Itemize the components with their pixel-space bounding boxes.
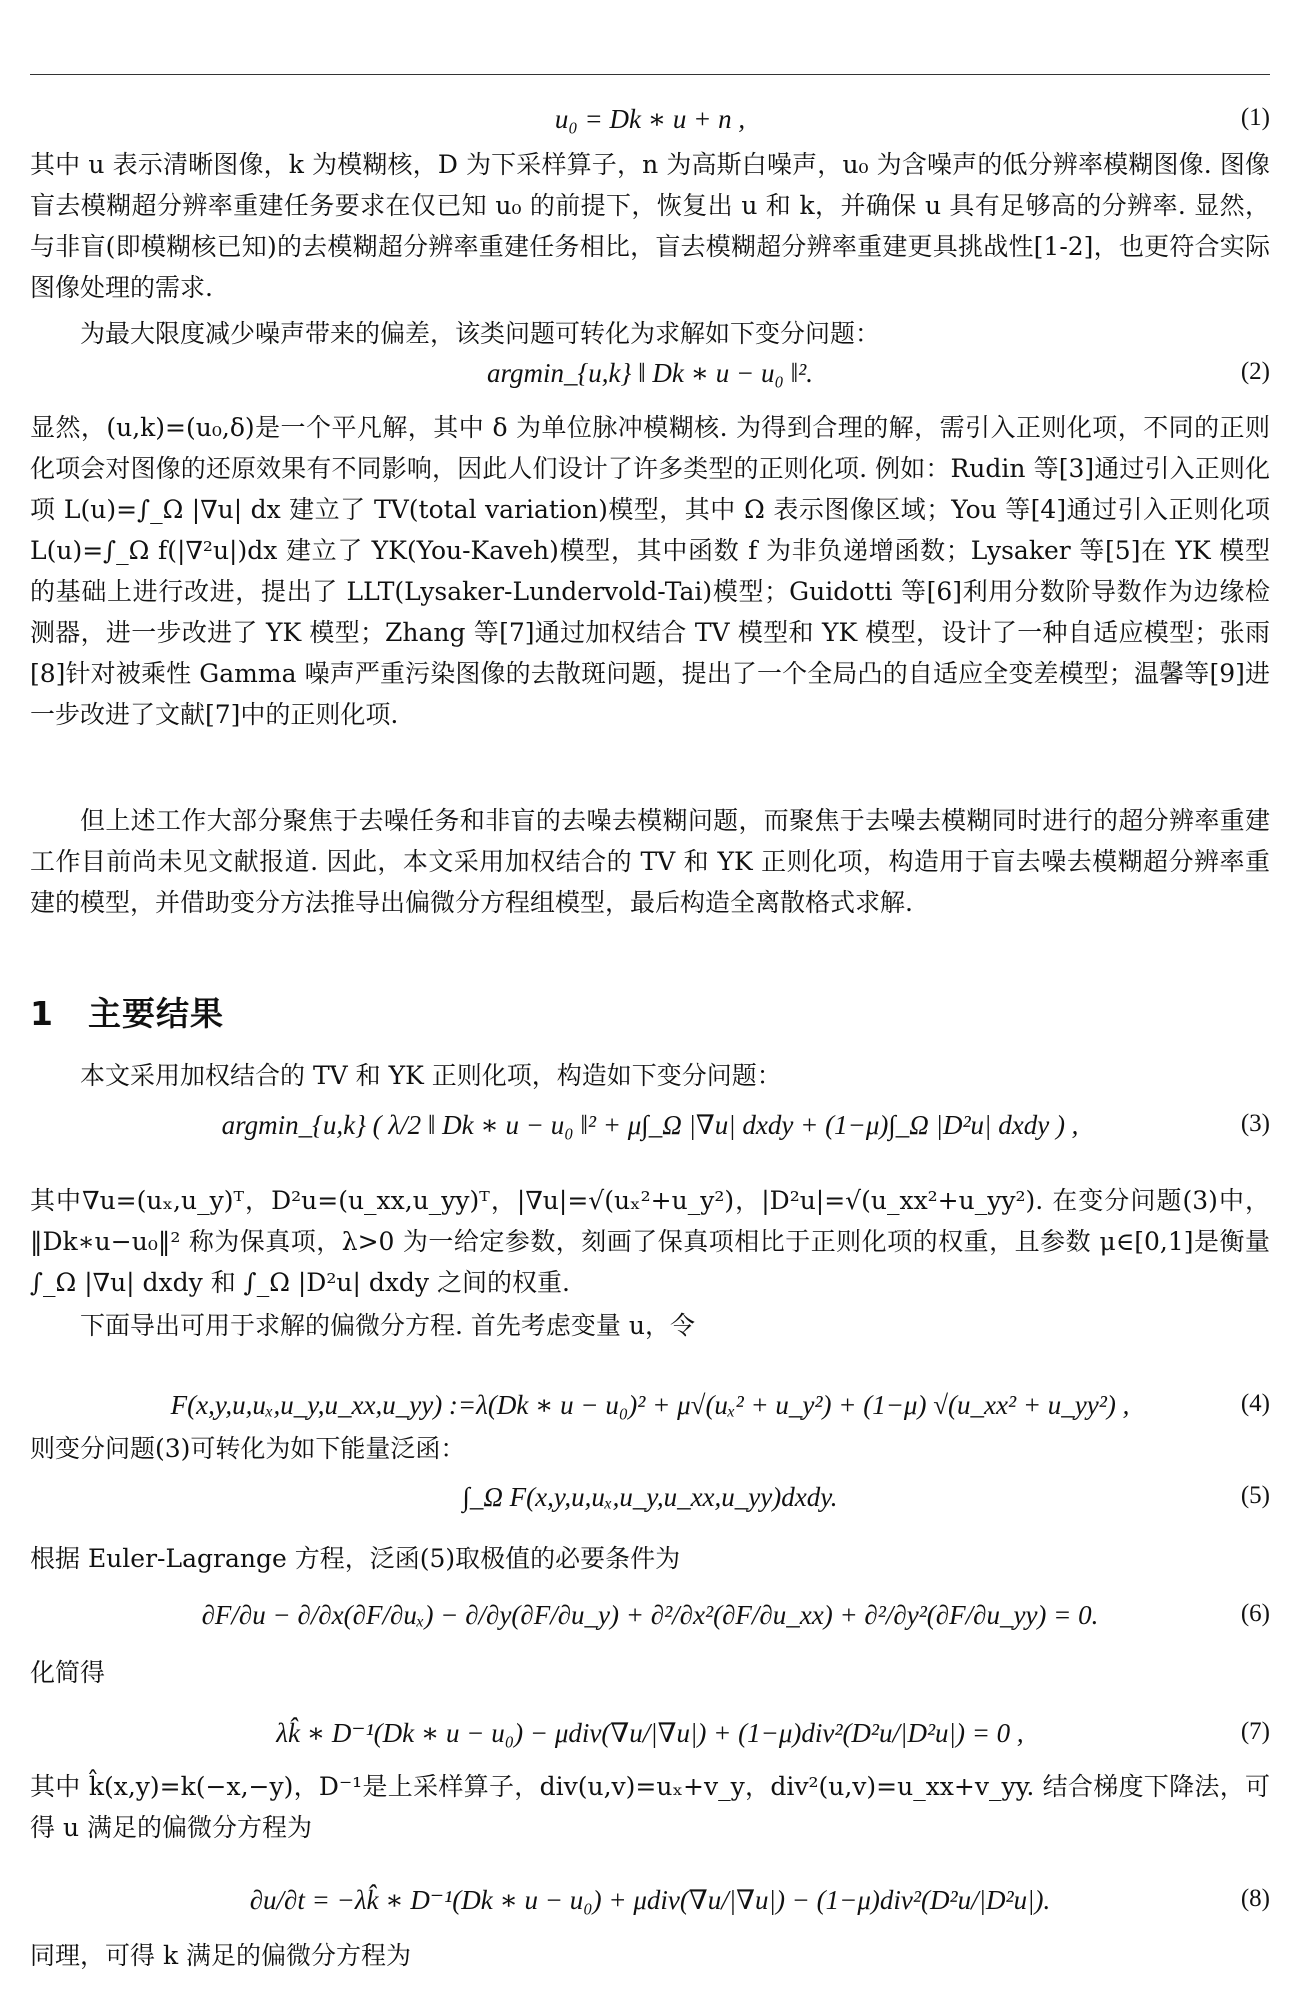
paragraph-9: 根据 Euler-Lagrange 方程，泛函(5)取极值的必要条件为 [30, 1544, 681, 1573]
equation-1-formula: u₀ = Dk ∗ u + n , [554, 104, 746, 134]
paragraph-10: 化简得 [30, 1658, 106, 1687]
equation-6-number: (6) [1240, 1600, 1270, 1627]
equation-3-formula: argmin_{u,k} ( λ/2 ‖ Dk ∗ u − u₀ ‖² + μ∫_Ω |∇u| dxdy + (1−μ)∫_Ω |D²u| dxdy ) , [221, 1110, 1079, 1140]
paragraph-12: 同理，可得 k 满足的偏微分方程为 [30, 1941, 412, 1970]
paragraph-11: 其中 k̂(x,y)=k(−x,−y)，D⁻¹是上采样算子，div(u,v)=uₓ+v_y，div²(u,v)=u_xx+v_yy. 结合梯度下降法，可得 u 满足的偏微分方程为 [30, 1772, 1270, 1842]
equation-5-number: (5) [1240, 1482, 1270, 1509]
equation-8 [0, 1885, 1300, 1916]
paragraph-6: 其中∇u=(uₓ,u_y)ᵀ，D²u=(u_xx,u_yy)ᵀ，|∇u|=√(uₓ²+u_y²)，|D²u|=√(u_xx²+u_yy²). 在变分问题(3)中，‖Dk∗u−u₀‖² 称为保真项，λ>0 为一给定参数，刻画了保真项相比于正则化项的权重，且参数 μ∈[0,1]是衡量 ∫_Ω |∇u| dxdy 和 ∫_Ω |D²u| dxdy 之间的权重. [30, 1186, 1270, 1297]
paragraph-5: 本文采用加权结合的 TV 和 YK 正则化项，构造如下变分问题： [80, 1061, 782, 1090]
equation-8-number: (8) [1240, 1885, 1270, 1912]
equation-3-number: (3) [1240, 1110, 1270, 1137]
section-heading [30, 988, 224, 1035]
equation-4 [0, 1390, 1300, 1421]
equation-2-formula: argmin_{u,k} ‖ Dk ∗ u − u₀ ‖². [486, 358, 814, 388]
equation-7-formula: λk̂ ∗ D⁻¹(Dk ∗ u − u₀) − μdiv(∇u/|∇u|) + (1−μ)div²(D²u/|D²u|) = 0 , [276, 1718, 1024, 1748]
paragraph-8: 则变分问题(3)可转化为如下能量泛函： [30, 1434, 466, 1463]
equation-7-number: (7) [1240, 1718, 1270, 1745]
header-rule [30, 74, 1270, 75]
section-title: 主要结果 [87, 994, 224, 1033]
equation-2 [0, 358, 1300, 389]
equation-5 [0, 1482, 1300, 1513]
equation-4-number: (4) [1240, 1390, 1270, 1417]
paragraph-7: 下面导出可用于求解的偏微分方程. 首先考虑变量 u，令 [80, 1311, 695, 1340]
paragraph-4: 但上述工作大部分聚焦于去噪任务和非盲的去噪去模糊问题，而聚焦于去噪去模糊同时进行的超分辨率重建工作目前尚未见文献报道. 因此，本文采用加权结合的 TV 和 YK 正则化项，构造用于盲去噪去模糊超分辨率重建的模型，并借助变分方法推导出偏微分方程组模型，最后构造全离散格式求解. [30, 806, 1270, 917]
equation-7 [0, 1718, 1300, 1749]
equation-8-formula: ∂u/∂t = −λk̂ ∗ D⁻¹(Dk ∗ u − u₀) + μdiv(∇u/|∇u|) − (1−μ)div²(D²u/|D²u|). [249, 1885, 1051, 1915]
paragraph-3: 显然，(u,k)=(u₀,δ)是一个平凡解，其中 δ 为单位脉冲模糊核. 为得到合理的解，需引入正则化项，不同的正则化项会对图像的还原效果有不同影响，因此人们设计了许多类型的正则化项. 例如：Rudin 等[3]通过引入正则化项 L(u)=∫_Ω |∇u| dx 建立了 TV(total variation)模型，其中 Ω 表示图像区域；You 等[4]通过引入正则化项 L(u)=∫_Ω f(|∇²u|)dx 建立了 YK(You-Kaveh)模型，其中函数 f 为非负递增函数；Lysaker 等[5]在 YK 模型的基础上进行改进，提出了 LLT(Lysaker-Lundervold-Tai)模型；Guidotti 等[6]利用分数阶导数作为边缘检测器，进一步改进了 YK 模型；Zhang 等[7]通过加权结合 TV 模型和 YK 模型，设计了一种自适应模型；张雨[8]针对被乘性 Gamma 噪声严重污染图像的去散斑问题，提出了一个全局凸的自适应全变差模型；温馨等[9]进一步改进了文献[7]中的正则化项. [30, 413, 1270, 729]
equation-1 [0, 104, 1300, 135]
equation-1-number: (1) [1240, 104, 1270, 131]
equation-6 [0, 1600, 1300, 1631]
section-number: 1 [30, 994, 54, 1033]
equation-4-formula: F(x,y,u,uₓ,u_y,u_xx,u_yy) :=λ(Dk ∗ u − u₀)² + μ√(uₓ² + u_y²) + (1−μ) √(u_xx² + u_yy²) , [170, 1390, 1130, 1420]
equation-3 [0, 1110, 1300, 1141]
paragraph-2: 为最大限度减少噪声带来的偏差，该类问题可转化为求解如下变分问题： [80, 319, 881, 348]
equation-6-formula: ∂F/∂u − ∂/∂x(∂F/∂uₓ) − ∂/∂y(∂F/∂u_y) + ∂²/∂x²(∂F/∂u_xx) + ∂²/∂y²(∂F/∂u_yy) = 0. [201, 1600, 1099, 1630]
equation-5-formula: ∫_Ω F(x,y,u,uₓ,u_y,u_xx,u_yy)dxdy. [462, 1482, 838, 1512]
equation-2-number: (2) [1240, 358, 1270, 385]
paragraph-1: 其中 u 表示清晰图像，k 为模糊核，D 为下采样算子，n 为高斯白噪声，u₀ 为含噪声的低分辨率模糊图像. 图像盲去模糊超分辨率重建任务要求在仅已知 u₀ 的前提下，恢复出 u 和 k，并确保 u 具有足够高的分辨率. 显然，与非盲(即模糊核已知)的去模糊超分辨率重建任务相比，盲去模糊超分辨率重建更具挑战性[1-2]，也更符合实际图像处理的需求. [30, 150, 1270, 302]
